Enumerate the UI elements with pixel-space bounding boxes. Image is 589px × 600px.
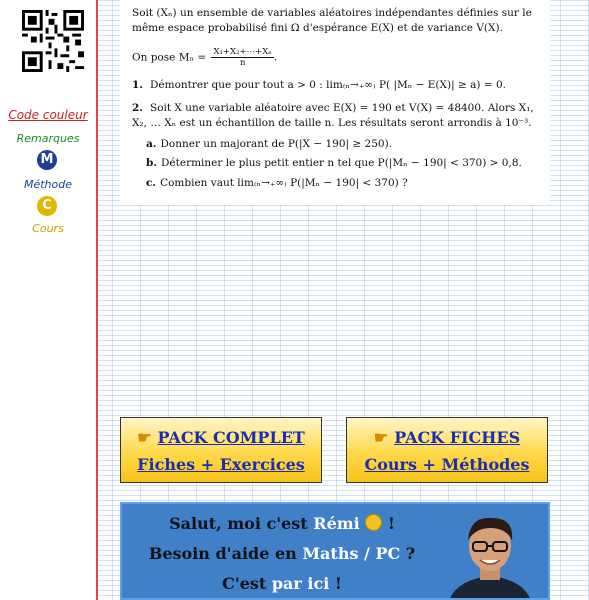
pack-fiches-button[interactable]	[346, 417, 548, 483]
question-2a-text: Donner un majorant de P(|X − 190| ≥ 250).	[160, 138, 393, 150]
question-2c-text: Combien vaut lim₍ₙ→₊∞₎ P(|Mₙ − 190| < 370) ?	[160, 177, 408, 189]
question-2c-label: c.	[146, 177, 157, 189]
exercise-definition: On pose Mₙ = $\frac{\text{X₁+X₂+⋯+Xₙ}}{n}$ .	[132, 47, 278, 68]
pack-fiches-label: PACK FICHES	[394, 428, 521, 447]
qr-code-icon[interactable]	[22, 10, 84, 72]
promo-question	[122, 544, 442, 563]
legend-methode: Méthode	[23, 178, 73, 191]
legend-remarques: Remarques	[16, 132, 80, 145]
question-2a-label: a.	[146, 138, 157, 150]
pack-complet-label: PACK COMPLET	[157, 428, 305, 447]
pack-complet-sublabel: Fiches + Exercices	[137, 455, 305, 474]
legend-title: Code couleur	[8, 108, 88, 122]
mean-fraction	[211, 47, 274, 68]
pointing-hand-icon: ☛	[137, 428, 152, 447]
question-2-number: 2.	[132, 102, 143, 114]
question-1-text: Démontrer que pour tout a > 0 : lim₍ₙ→₊∞₎ P( |Mₙ − E(X)| ≥ a) = 0.	[150, 79, 506, 91]
question-2b-text: Déterminer le plus petit entier n tel que P(|Mₙ − 190| < 370) > 0,8.	[161, 157, 522, 169]
fraction-numerator: X₁+X₂+⋯+Xₙ	[213, 47, 272, 57]
promo-greeting-end: !	[382, 514, 395, 533]
fraction-denominator: n	[239, 58, 246, 68]
pack-complet-button[interactable]	[120, 417, 322, 483]
question-2c	[146, 176, 541, 191]
promo-greeting-text: Salut, moi c'est	[169, 514, 314, 533]
tutor-avatar	[440, 510, 540, 600]
question-1-number: 1.	[132, 79, 143, 91]
left-margin-column	[0, 0, 96, 600]
promo-subject: Maths / PC	[302, 544, 401, 563]
promo-banner[interactable]	[120, 502, 550, 600]
pose-text: On pose Mₙ =	[132, 51, 207, 64]
promo-name: Rémi	[313, 514, 360, 533]
promo-link-prefix: C'est	[222, 574, 272, 593]
promo-question-text: Besoin d'aide en	[148, 544, 303, 563]
pointing-hand-icon: ☛	[373, 428, 389, 447]
smiley-icon	[365, 514, 382, 531]
question-2b-label: b.	[146, 157, 157, 169]
promo-link[interactable]: par ici	[271, 574, 330, 593]
promo-link-line	[122, 574, 442, 593]
methode-icon: M	[37, 150, 57, 170]
question-2	[132, 101, 542, 131]
pack-fiches-sublabel: Cours + Méthodes	[364, 455, 530, 474]
legend-cours: Cours	[32, 222, 64, 235]
margin-line	[96, 0, 98, 600]
promo-greeting	[122, 514, 442, 533]
question-2b	[146, 156, 541, 171]
question-1	[132, 78, 542, 93]
exercise-block	[120, 0, 550, 205]
question-2a	[146, 137, 541, 152]
cours-icon: C	[37, 196, 57, 216]
promo-question-end: ?	[400, 544, 416, 563]
exercise-intro: Soit (Xₙ) un ensemble de variables aléatoires indépendantes définies sur le même espace probabilisé fini Ω d'espérance E(X) et de variance V(X).	[132, 7, 532, 34]
question-2-text: Soit X une variable aléatoire avec E(X) = 190 et V(X) = 48400. Alors X₁, X₂, … Xₙ est un échantillon de taille n. Les résultats seront arrondis à 10⁻³.	[132, 102, 534, 129]
promo-link-end: !	[329, 574, 342, 593]
